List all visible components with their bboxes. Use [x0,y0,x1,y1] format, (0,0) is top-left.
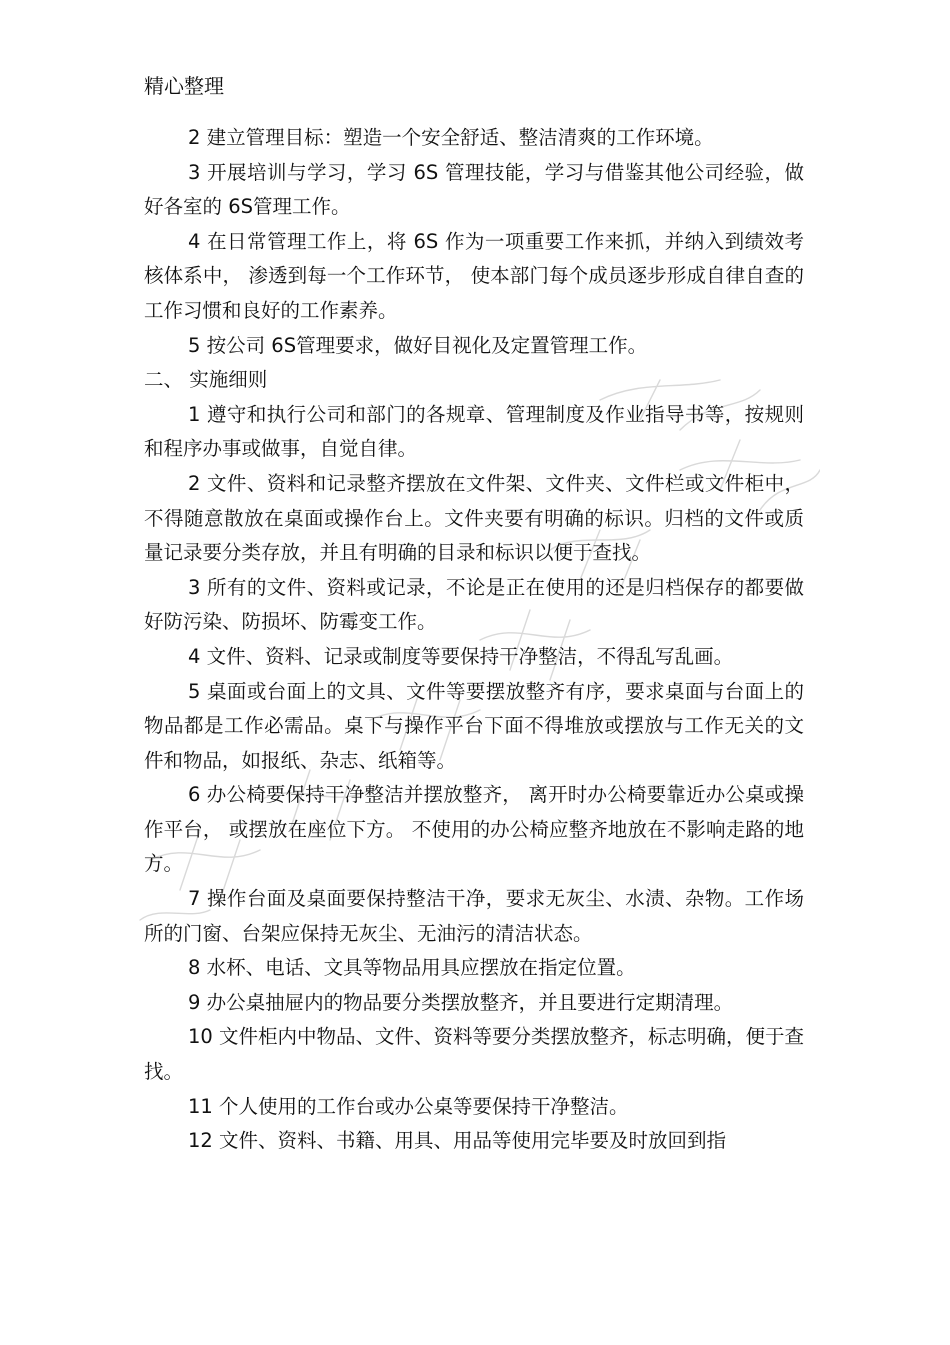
paragraph-rule-10: 10 文件柜内中物品、文件、资料等要分类摆放整齐，标志明确，便于查找。 [144,1025,805,1084]
paragraph-goal-4: 4 在日常管理工作上，将 6S 作为一项重要工作来抓，并纳入到绩效考核体系中， 渗透到每一个工作环节， 使本部门每个成员逐步形成自律自查的工作习惯和良好的工作素养。 [144,229,804,322]
paragraph-rule-3: 3 所有的文件、资料或记录，不论是正在使用的还是归档保存的都要做好防污染、防损坏、防霉变工作。 [144,575,804,634]
paragraph-rule-11: 11 个人使用的工作台或办公桌等要保持干净整洁。 [188,1094,629,1118]
section-heading-implementation: 二、 实施细则 [144,368,268,392]
paragraph-rule-6: 6 办公椅要保持干净整洁并摆放整齐， 离开时办公椅要靠近办公桌或操作平台， 或摆放在座位下方。 不使用的办公椅应整齐地放在不影响走路的地方。 [144,783,804,876]
paragraph-rule-4: 4 文件、资料、记录或制度等要保持干净整洁，不得乱写乱画。 [188,644,734,668]
page-header: 精心整理 [144,74,224,98]
paragraph-goal-3: 3 开展培训与学习，学习 6S 管理技能，学习与借鉴其他公司经验，做好各室的 6S管理工作。 [144,160,804,219]
paragraph-rule-1: 1 遵守和执行公司和部门的各规章、管理制度及作业指导书等，按规则和程序办事或做事，自觉自律。 [144,402,804,461]
paragraph-rule-5: 5 桌面或台面上的文具、文件等要摆放整齐有序，要求桌面与台面上的物品都是工作必需品。桌下与操作平台下面不得堆放或摆放与工作无关的文件和物品，如报纸、杂志、纸箱等。 [144,679,804,772]
paragraph-rule-7: 7 操作台面及桌面要保持整洁干净，要求无灰尘、水渍、杂物。工作场所的门窗、台架应保持无灰尘、无油污的清洁状态。 [144,887,804,945]
paragraph-rule-8: 8 水杯、电话、文具等物品用具应摆放在指定位置。 [188,956,636,980]
paragraph-rule-12: 12 文件、资料、书籍、用具、用品等使用完毕要及时放回到指 [188,1129,727,1153]
paragraph-goal-2: 2 建立管理目标：塑造一个安全舒适、整洁清爽的工作环境。 [188,126,714,149]
paragraph-rule-9: 9 办公桌抽屉内的物品要分类摆放整齐，并且要进行定期清理。 [188,990,734,1014]
document-body [144,121,804,1159]
paragraph-rule-2: 2 文件、资料和记录整齐摆放在文件架、文件夹、文件栏或文件柜中，不得随意散放在桌面或操作台上。文件夹要有明确的标识。归档的文件或质量记录要分类存放，并且有明确的目录和标识以便于查找。 [144,471,804,565]
paragraph-goal-5: 5 按公司 6S管理要求，做好目视化及定置管理工作。 [188,333,648,357]
